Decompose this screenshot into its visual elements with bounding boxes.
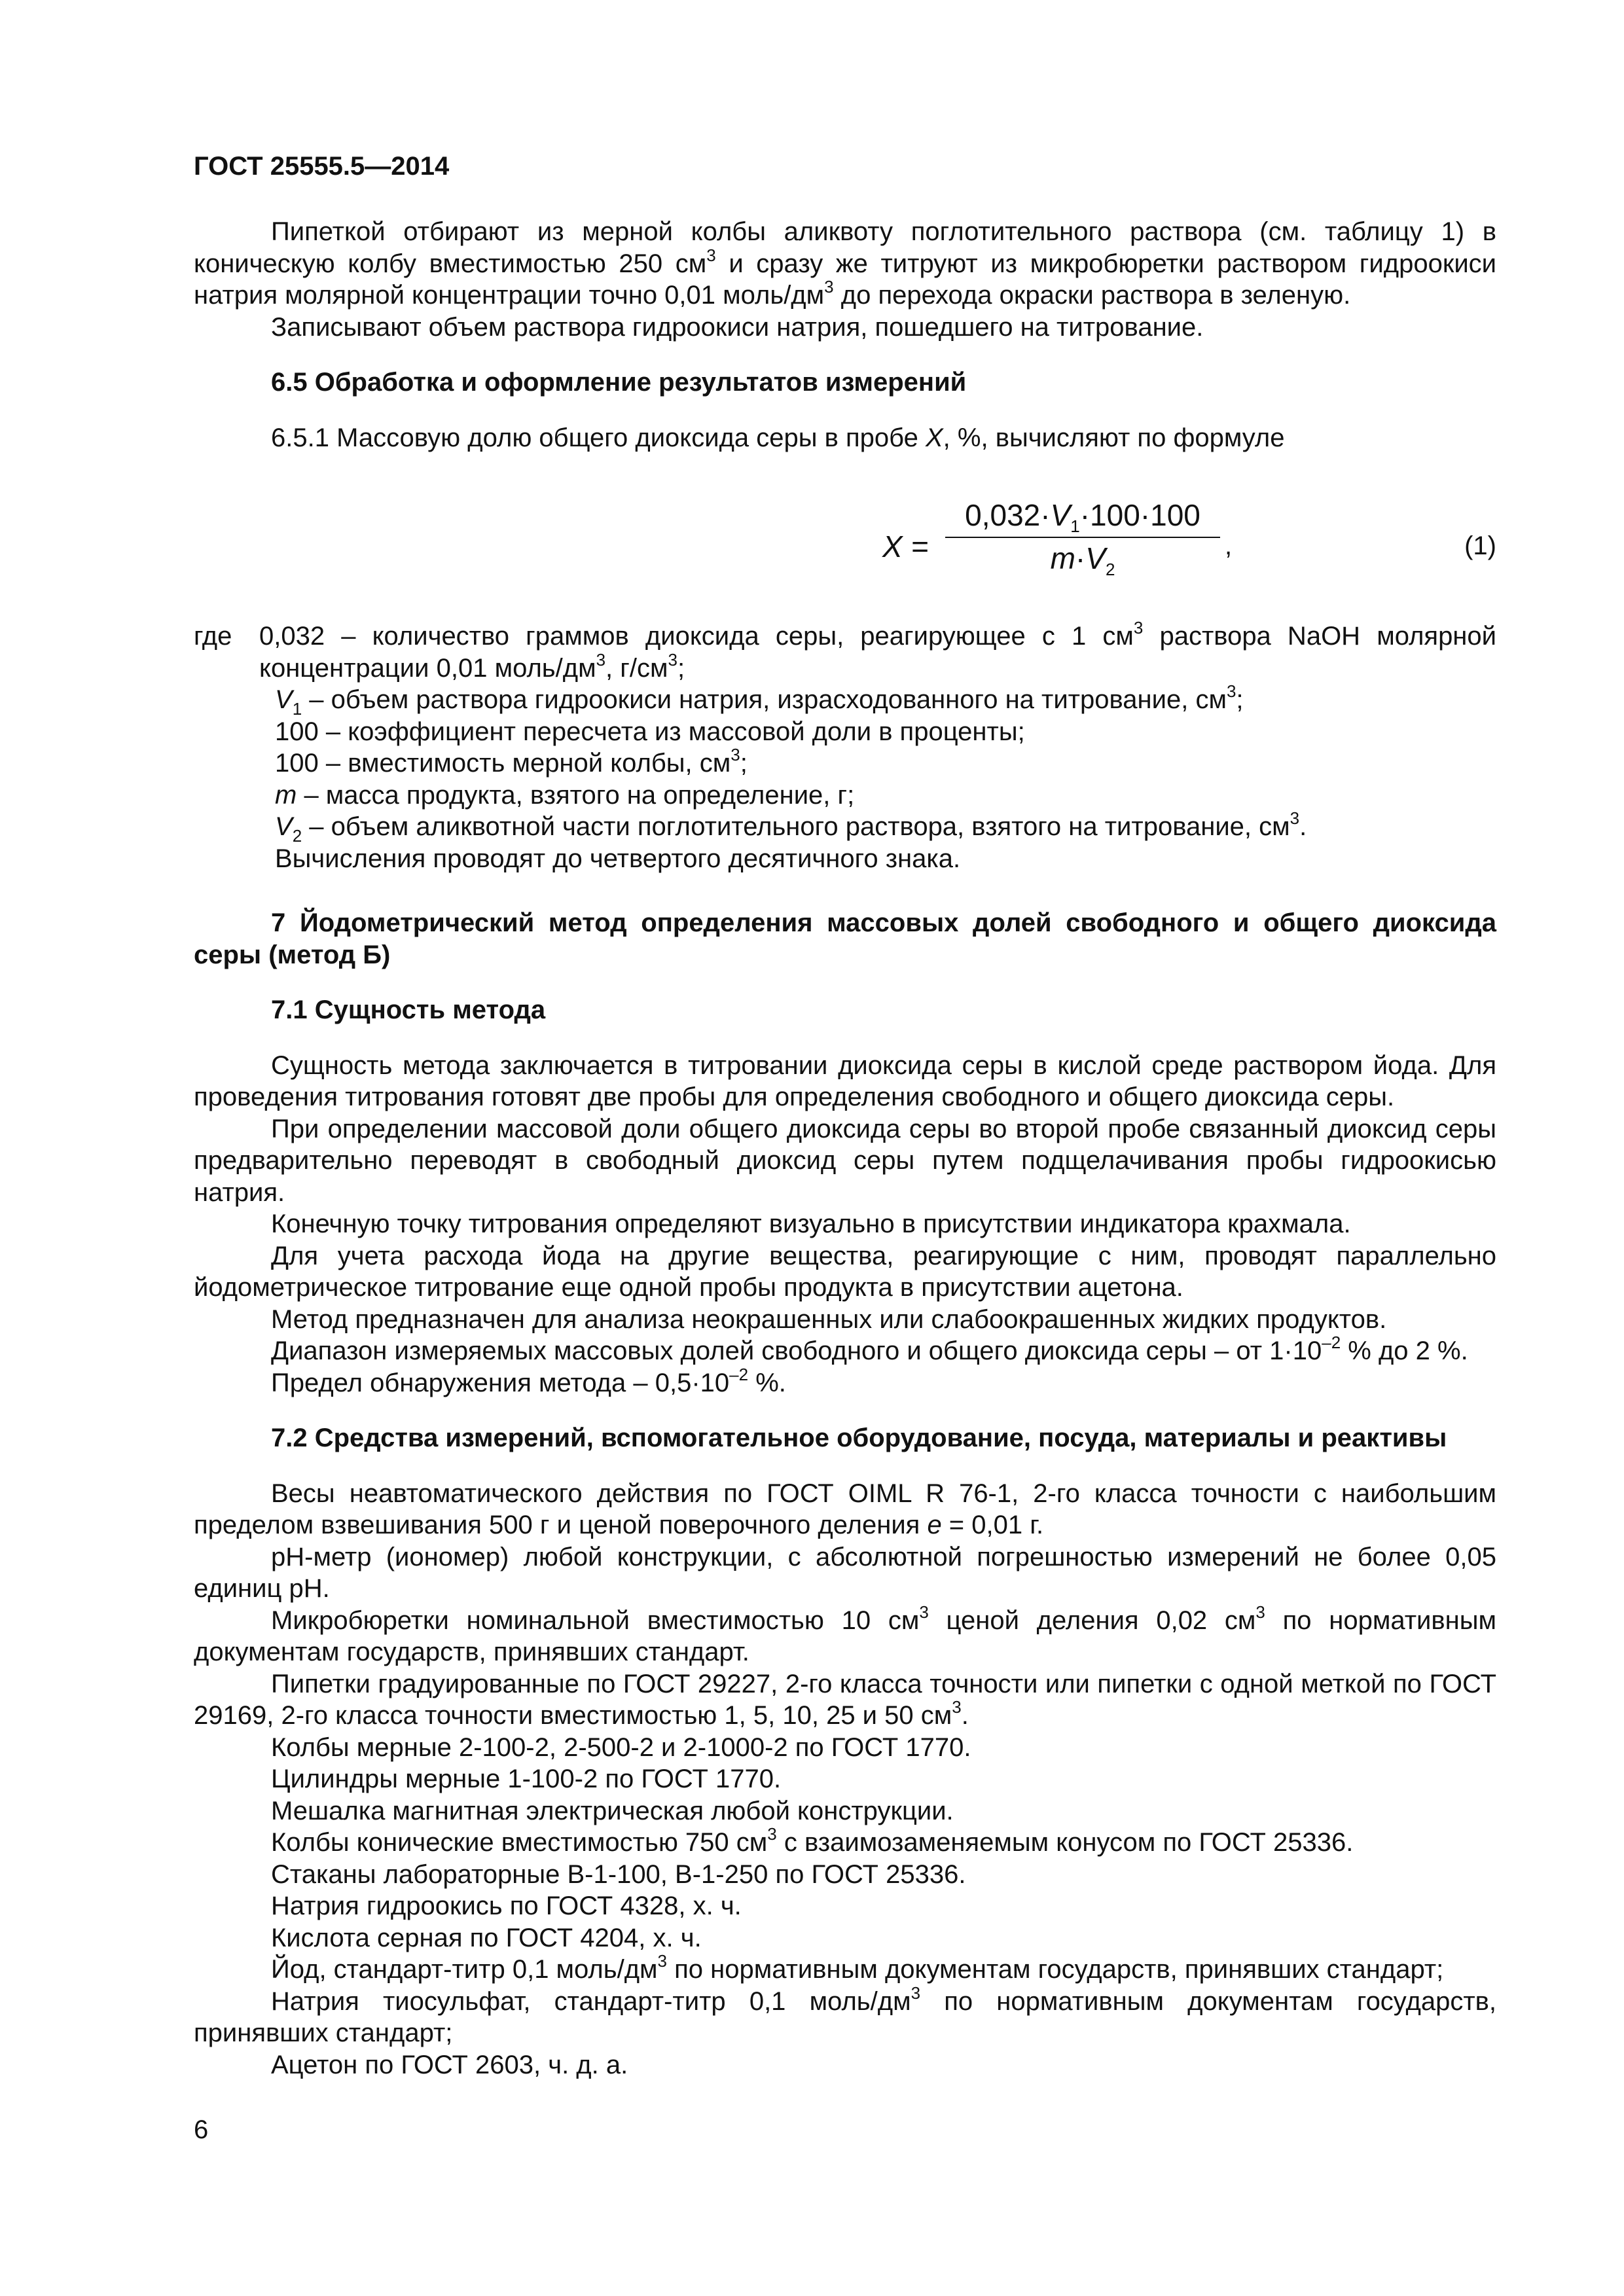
paragraph-7-1-detection-limit: Предел обнаружения метода – $0,5\cdot 10^{-2}$ %. [271,1364,786,1397]
formula-lhs: X = [882,529,929,564]
paragraph-7-1-scope: Метод предназначен для анализа неокрашенных или слабоокрашенных жидких продуктов. [271,1304,1387,1334]
item-cylinders: Цилиндры мерные 1-100-2 по ГОСТ 1770. [271,1765,782,1793]
section-heading-7-2: 7.2 Средства измерений, вспомогательное оборудование, посуда, материалы и реактивы [271,1424,1447,1452]
formula-1 [194,497,1496,596]
section-heading-7: 7 Йодометрический метод определения массовых долей свободного и общего диоксида серы (метод Б) [194,908,1496,969]
paragraph-6-5-1: 6.5.1 Массовую долю общего диоксида серы в пробе X, %, вычисляют по формуле [271,423,1285,452]
document-id: ГОСТ 25555.5—2014 [194,152,450,181]
formula-comma: , [1225,531,1233,560]
formula-legend [194,620,1496,874]
item-iodine: Йод, стандарт-титр 0,1 моль/$дм^3$ по нормативным документам государств, принявших стандарт; [271,1951,1444,1984]
legend-item-100-flask: 100 – вместимость мерной колбы, $см^3$; [275,745,748,778]
paragraph-pipette: Пипеткой отбирают из мерной колбы аликвоту поглотительного раствора (см. таблицу 1) в коническую колбу вместимостью 250 $см^3$ и сразу же титруют из микробюретки раствором гидроокиси натрия молярной концентрации точно 0,01 моль/$дм^3$ до перехода окраски раствора в зеленую. [194,217,1496,310]
paragraph-7-1-essence: Сущность метода заключается в титровании диоксида серы в кислой среде раствором йода. Для проведения титрования готовят две пробы для определения свободного и общего диоксида серы. [194,1050,1496,1111]
legend-note-calculation: Вычисления проводят до четвертого десятичного знака. [275,844,961,873]
section-heading-6-5: 6.5 Обработка и оформление результатов измерений [271,368,967,397]
document-header [194,152,1496,181]
formula-number: (1) [1464,531,1496,560]
legend-item-0-032: где 0,032 – количество граммов диоксида серы, реагирующее с 1 $см^3$ раствора NaOH молярной концентрации 0,01 моль/$дм^3$, $г/см^3$; [194,618,1496,683]
paragraph-7-1-blank: Для учета расхода йода на другие вещества, реагирующие с ним, проводят параллельно йодометрическое титрование еще одной пробы продукта в присутствии ацетона. [194,1241,1496,1302]
paragraph-record-volume: Записывают объем раствора гидроокиси натрия, пошедшего на титрование. [271,312,1204,342]
legend-item-m: m – масса продукта, взятого на определение, г; [275,780,855,810]
legend-item-v2: $V_2$ – объем аликвотной части поглотительного раствора, взятого на титрование, $см^3$. [275,808,1307,846]
intro-block [194,216,1496,454]
paragraph-7-1-endpoint: Конечную точку титрования определяют визуально в присутствии индикатора крахмала. [271,1210,1351,1238]
page-number: 6 [194,2115,209,2144]
item-volumetric-flasks: Колбы мерные 2-100-2, 2-500-2 и 2-1000-2 по ГОСТ 1770. [271,1732,971,1762]
item-sodium-hydroxide: Натрия гидроокись по ГОСТ 4328, х. ч. [271,1892,742,1920]
section-heading-7-1: 7.1 Сущность метода [271,996,546,1024]
item-magnetic-stirrer: Мешалка магнитная электрическая любой конструкции. [271,1796,954,1825]
item-beakers: Стаканы лабораторные В-1-100, В-1-250 по ГОСТ 25336. [271,1859,966,1889]
item-acetone: Ацетон по ГОСТ 2603, ч. д. а. [271,2050,628,2079]
item-sodium-thiosulfate: Натрия тиосульфат, стандарт-титр 0,1 моль/$дм^3$ по нормативным документам государств, принявших стандарт; [194,1982,1496,2047]
item-sulfuric-acid: Кислота серная по ГОСТ 4204, х. ч. [271,1923,702,1952]
item-pipettes: Пипетки градуированные по ГОСТ 29227, 2-го класса точности или пипетки с одной меткой по ГОСТ 29169, 2-го класса точности вместимостью 1, 5, 10, 25 и 50 $см^3$. [194,1669,1496,1730]
item-microburettes: Микробюретки номинальной вместимостью 10 $см^3$ ценой деления 0,02 $см^3$ по нормативным документам государств, принявших стандарт. [194,1602,1496,1666]
formula-numerator: $0,032\cdot V_1\cdot 100\cdot 100$ [945,497,1220,538]
legend-item-100-coef: 100 – коэффициент пересчета из массовой доли в проценты; [275,717,1025,746]
legend-item-v1: $V_1$ – объем раствора гидроокиси натрия, израсходованного на титрование, $см^3$; [275,681,1244,719]
item-conical-flasks: Колбы конические вместимостью 750 $см^3$ с взаимозаменяемым конусом по ГОСТ 25336. [271,1824,1354,1857]
item-ph-meter: рН-метр (иономер) любой конструкции, с абсолютной погрешностью измерений не более 0,05 единиц рН. [194,1542,1496,1603]
section-7 [194,907,1496,2081]
formula-fraction [945,497,1220,579]
item-scales: Весы неавтоматического действия по ГОСТ OIML R 76-1, 2-го класса точности с наибольшим пределом взвешивания 500 г и ценой поверочного деления e = 0,01 г. [194,1479,1496,1539]
paragraph-7-1-range: Диапазон измеряемых массовых долей свободного и общего диоксида серы – от $1\cdot 10^{-2}$ % до 2 %. [271,1333,1468,1365]
paragraph-7-1-total-so2: При определении массовой доли общего диоксида серы во второй пробе связанный диоксид серы предварительно переводят в свободный диоксид серы путем подщелачивания пробы гидроокисью натрия. [194,1114,1496,1207]
formula-denominator: $m\cdot V_2$ [1050,541,1115,579]
legend-where-label: где [194,622,232,651]
